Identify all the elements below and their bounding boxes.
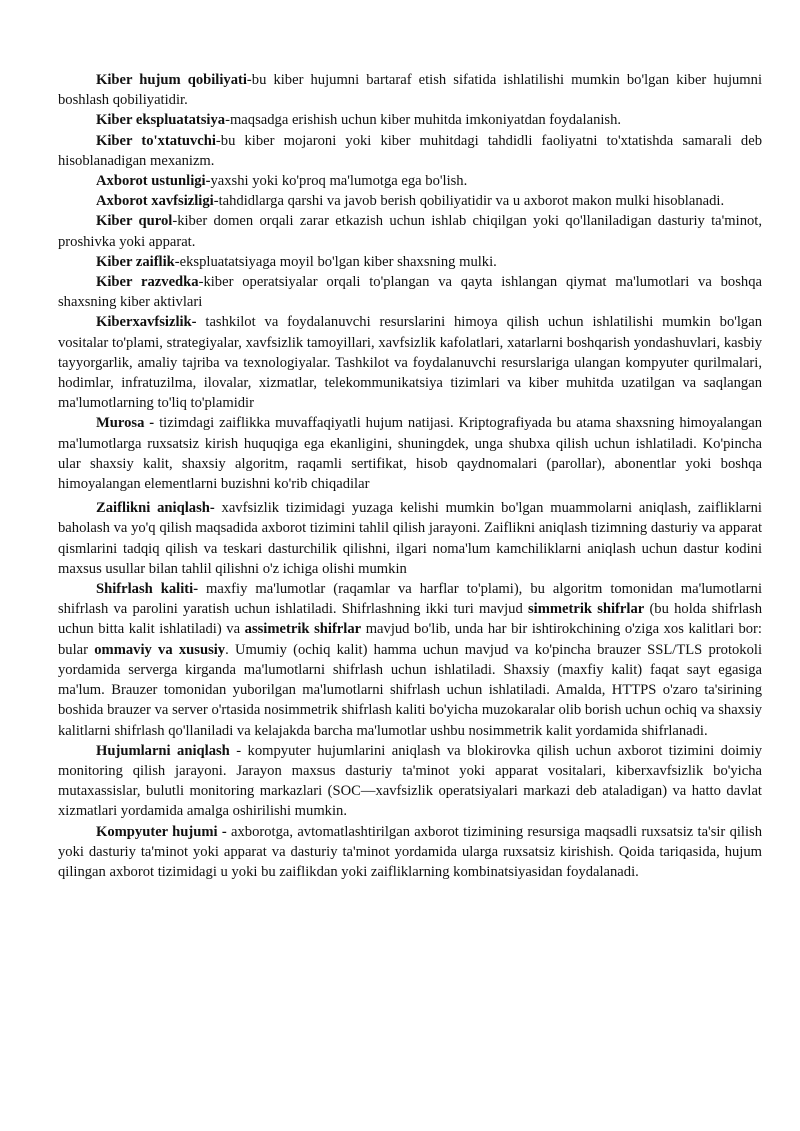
term: Kiber hujum qobiliyati-: [96, 72, 252, 88]
entry-axborot-ustunligi: [58, 171, 762, 191]
term: Kiber to'xtatuvchi: [96, 132, 216, 149]
term: Kiber razvedka: [96, 274, 199, 291]
definition: -kiber operatsiyalar orqali to'plangan va qayta ishlangan qiymat ma'lumotlari va boshqa shaxsning kiber aktivlari: [58, 274, 762, 311]
definition: tashkilot va foydalanuvchi resurslarini himoya qilish uchun ishlatilishi mumkin bo'lgan vositalar to'plami, strategiyalar, xavfsizlik tamoyillari, xavfsizlik kafolatlari, xatarlarni boshqarish yondashuvlari, kasbiy tayyorgarlik, amaliy tajriba va texnologiyalar. Tashkilot va foydalanuvchi resurslariga ulangan kompyuter qurilmalari, hodimlar, infratuzilma, ilovalar, xizmatlar, telekommunikatsiya tizimlari va kiber muhitda uzatilgan va saqlangan ma'lumotlarning to'liq to'plamidir: [58, 314, 762, 412]
definition-part: . Umumiy (ochiq kalit) hamma uchun mavjud va ko'pincha brauzer SSL/TLS protokoli yordamida serverga kirganda ma'lumotlarni shifrlash uchun ishlatiladi. Shaxsiy (maxfiy kalit) faqat sayt egasiga ma'lum. Brauzer tomonidan yuborilgan ma'lumotlarni shifrlash uchun ishlatiladi. Amalda, HTTPS o'zaro ta'sirining boshida brauzer va server o'rtasida nosimmetrik shifrlash kaliti bo'yicha muzokaralar olib borish uchun ochiq va shaxsiy kalitlarni shifrlash qo'llaniladi va kelajakda barcha ma'lumotlar ushbu nosimmetrik kalit yordamida shifrlanadi.: [58, 641, 763, 739]
definition: axborotga, avtomatlashtirilgan axborot tizimining resursiga maqsadli ruxsatsiz ta'sir qilish yoki dasturiy ta'minot yoki apparat va dasturiy ta'minot yordamida ularga ruxsatsiz kirishish. Qoida tariqasida, hujum qilingan axborot tizimidagi u yoki bu zaiflikdan yoki zaifliklarning kombinatsiyasidan foydalanadi.: [58, 823, 763, 880]
entry-kiberxavfsizlik: [58, 312, 762, 413]
entry-shifrlash-kaliti: [58, 579, 762, 741]
term: Murosa -: [96, 415, 155, 432]
definition: xavfsizlik tizimidagi yuzaga kelishi mumkin bo'lgan muammolarni aniqlash, zaifliklarni baholash va yo'q qilish maqsadida axborot tizimini tahlil qilish jarayoni. Zaiflikni aniqlash tizimning dasturiy va apparat qismlarini tadqiq qilish va teskari dasturchilik qilishni, ilgari noma'lum kamchiliklarni aniqlash uchun dastur kodini maxsus usullar bilan tahlil qilishni o'z ichiga olishi mumkin: [58, 500, 762, 577]
term: Shifrlash kaliti-: [96, 581, 199, 598]
term: Axborot ustunligi-: [96, 173, 211, 190]
term: Kompyuter hujumi -: [96, 823, 227, 840]
entry-kiber-razvedka: [58, 272, 762, 312]
bold-phrase: ommaviy va xususiy: [94, 641, 226, 658]
term: Kiber ekspluatatsiya: [96, 112, 226, 129]
term: Kiber qurol: [96, 213, 173, 230]
entry-kiber-hujum-qobiliyati: [58, 70, 762, 110]
entry-hujumlarni-aniqlash: [58, 741, 762, 822]
entry-murosa: [58, 413, 762, 494]
entry-axborot-xavfsizligi: [58, 191, 762, 211]
bold-phrase: assimetrik shifrlar: [244, 621, 362, 638]
term: Axborot xavfsizligi: [96, 193, 214, 210]
term: Kiberxavfsizlik-: [96, 314, 197, 331]
definition-part: maxfiy ma'lumotlar (raqamlar va harflar to'plami), bu algoritm tomonidan ma'lumotlarni shifrlash va parolini yaratish uchun ishlatiladi. Shifrlashning ikki turi mavjud: [58, 581, 763, 618]
definition-part: (bu holda shifrlash uchun bitta kalit ishlatiladi) va: [58, 601, 762, 638]
definition: bu kiber hujumni bartaraf etish sifatida ishlatilishi mumkin bo'lgan kiber hujumni boshlash qobiliyatidir.: [58, 72, 762, 109]
definition: yaxshi yoki ko'proq ma'lumotga ega bo'lish.: [210, 173, 468, 190]
entry-kompyuter-hujumi: [58, 822, 762, 883]
definition: tizimdagi zaiflikka muvaffaqiyatli hujum natijasi. Kriptografiyada bu atama shaxsning himoyalangan ma'lumotlarga ruxsatsiz kirish huquqiga ega ekanligini, shuningdek, unga shubxa qilish uchun ishlatiladi. Ko'pincha ular shaxsiy kalit, shaxsiy algoritm, raqamli sertifikat, hisob qaydnomalari (parollar), abonentlar yoki boshqa himoyalangan elementlarni buzishni ko'rib chiqadilar: [58, 415, 763, 493]
term: Kiber zaiflik: [96, 253, 175, 270]
definition-part: mavjud bo'lib, unda har bir ishtirokchining o'ziga xos kalitlari bor: bular: [58, 621, 762, 658]
term: Zaiflikni aniqlash-: [96, 500, 215, 517]
definition: - kompyuter hujumlarini aniqlash va blokirovka qilish uchun axborot tizimini doimiy monitoring qilish jarayoni. Jarayon maxsus dasturiy ta'minot yoki apparat vositalari, kiberxavfsizlik bo'yicha mutaxassislar, bulutli monitoring markazlari (SOC—xavfsizlik operatsiyalari markazi deb ataladigan) va hatto davlat xizmatlari yordamida amalga oshirilishi mumkin.: [58, 742, 763, 820]
definition: -tahdidlarga qarshi va javob berish qobiliyatidir va u axborot makon mulki hisoblanadi.: [213, 193, 725, 210]
definition: -ekspluatatsiyaga moyil bo'lgan kiber shaxsning mulki.: [174, 253, 497, 270]
bold-phrase: simmetrik shifrlar: [527, 601, 645, 618]
entry-kiber-qurol: [58, 211, 762, 251]
definition: -maqsadga erishish uchun kiber muhitda imkoniyatdan foydalanish.: [225, 112, 622, 129]
term: Hujumlarni aniqlash: [96, 742, 230, 759]
entry-kiber-ekspluatatsiya: [58, 110, 762, 130]
definition: -kiber domen orqali zarar etkazish uchun ishlab chiqilgan yoki qo'llaniladigan dasturiy ta'minot, proshivka yoki apparat.: [58, 213, 762, 250]
entry-kiber-zaiflik: [58, 252, 762, 272]
definition: -bu kiber mojaroni yoki kiber muhitdagi tahdidli faoliyatni to'xtatishda samarali deb hisoblanadigan mexanizm.: [58, 132, 763, 169]
entry-zaiflikni-aniqlash: [58, 498, 762, 579]
entry-kiber-toxtatuvchi: [58, 131, 762, 171]
